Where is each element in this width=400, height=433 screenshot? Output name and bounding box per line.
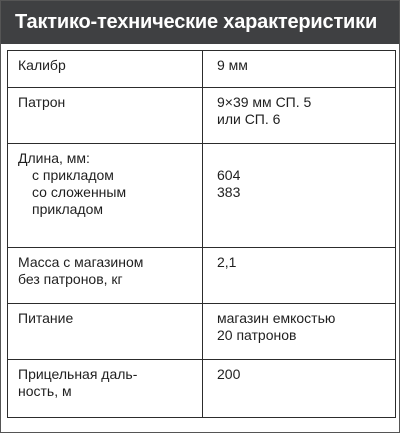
table-row [8,360,396,418]
param-sublabel: прикладом [32,201,104,217]
value-cell-range [203,360,396,418]
value-cell-caliber [203,51,396,88]
param-value: 20 патронов [217,327,297,343]
param-label: Питание [18,310,74,326]
param-sublabel: с прикладом [32,167,114,183]
param-cell-feed [8,304,203,360]
param-label: без патронов, кг [18,271,123,287]
param-label: ность, м [18,383,72,399]
table-row [8,248,396,304]
param-value: магазин емкостью [217,310,336,326]
param-label: Патрон [18,94,66,110]
param-cell-mass [8,248,203,304]
value-cell-feed [203,304,396,360]
table-title: Тактико-технические характеристики [1,1,399,44]
param-cell-length [8,144,203,248]
param-cell-cartridge [8,88,203,144]
param-cell-range [8,360,203,418]
value-cell-mass [203,248,396,304]
param-label: Масса с магазином [18,254,144,270]
table-row [8,304,396,360]
param-value-spacer [217,150,387,167]
value-cell-length [203,144,396,248]
param-label: Прицельная даль- [18,366,138,382]
param-value: 9×39 мм СП. 5 [217,94,312,110]
table-row [8,88,396,144]
param-value: 604 [217,167,241,183]
param-cell-caliber [8,51,203,88]
param-value: или СП. 6 [217,111,281,127]
param-value: 200 [217,366,241,382]
param-label: Длина, мм: [18,150,90,166]
table-row [8,51,396,88]
param-value: 9 мм [217,57,248,73]
param-value: 2,1 [217,254,237,270]
param-value: 383 [217,184,241,200]
table-row [8,144,396,248]
specs-table [7,50,396,418]
param-sublabel: со сложенным [32,184,127,200]
param-label: Калибр [18,57,66,73]
value-cell-cartridge [203,88,396,144]
